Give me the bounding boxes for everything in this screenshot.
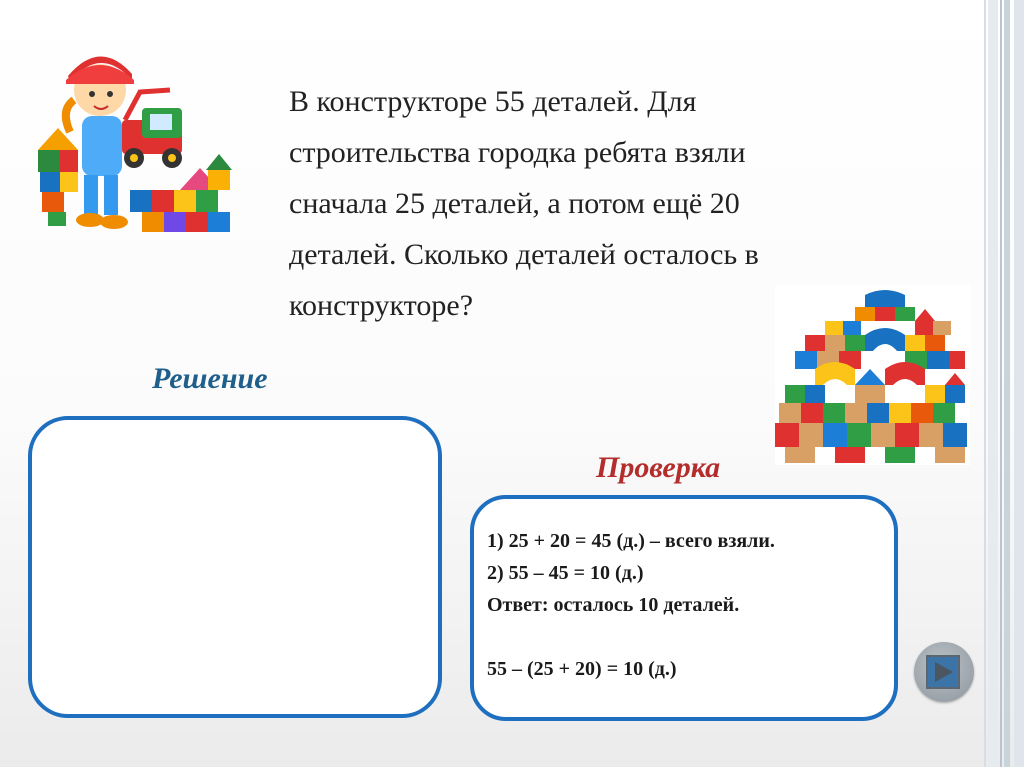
check-box bbox=[470, 495, 898, 721]
problem-line: В конструкторе 55 деталей. Для bbox=[289, 85, 697, 118]
solution-box bbox=[28, 416, 442, 718]
next-slide-button[interactable] bbox=[914, 642, 974, 702]
check-line-answer: Ответ: осталось 10 деталей. bbox=[487, 594, 740, 616]
problem-line: строительства городка ребята взяли bbox=[289, 136, 746, 169]
solution-title: Решение bbox=[152, 362, 268, 395]
decorative-side-bars bbox=[980, 0, 1024, 767]
girl-with-toy-truck-illustration bbox=[30, 40, 240, 240]
block-castle-illustration bbox=[775, 285, 970, 465]
check-line-step-2: 2) 55 – 45 = 10 (д.) bbox=[487, 562, 644, 584]
play-triangle-icon bbox=[926, 655, 960, 689]
problem-line: конструкторе? bbox=[289, 289, 474, 322]
spacer bbox=[487, 621, 894, 653]
check-title: Проверка bbox=[596, 451, 721, 484]
problem-line: сначала 25 деталей, а потом ещё 20 bbox=[289, 187, 740, 220]
problem-line: деталей. Сколько деталей осталось в bbox=[289, 238, 759, 271]
check-line-step-1: 1) 25 + 20 = 45 (д.) – всего взяли. bbox=[487, 530, 775, 552]
check-line-expression: 55 – (25 + 20) = 10 (д.) bbox=[487, 658, 677, 680]
